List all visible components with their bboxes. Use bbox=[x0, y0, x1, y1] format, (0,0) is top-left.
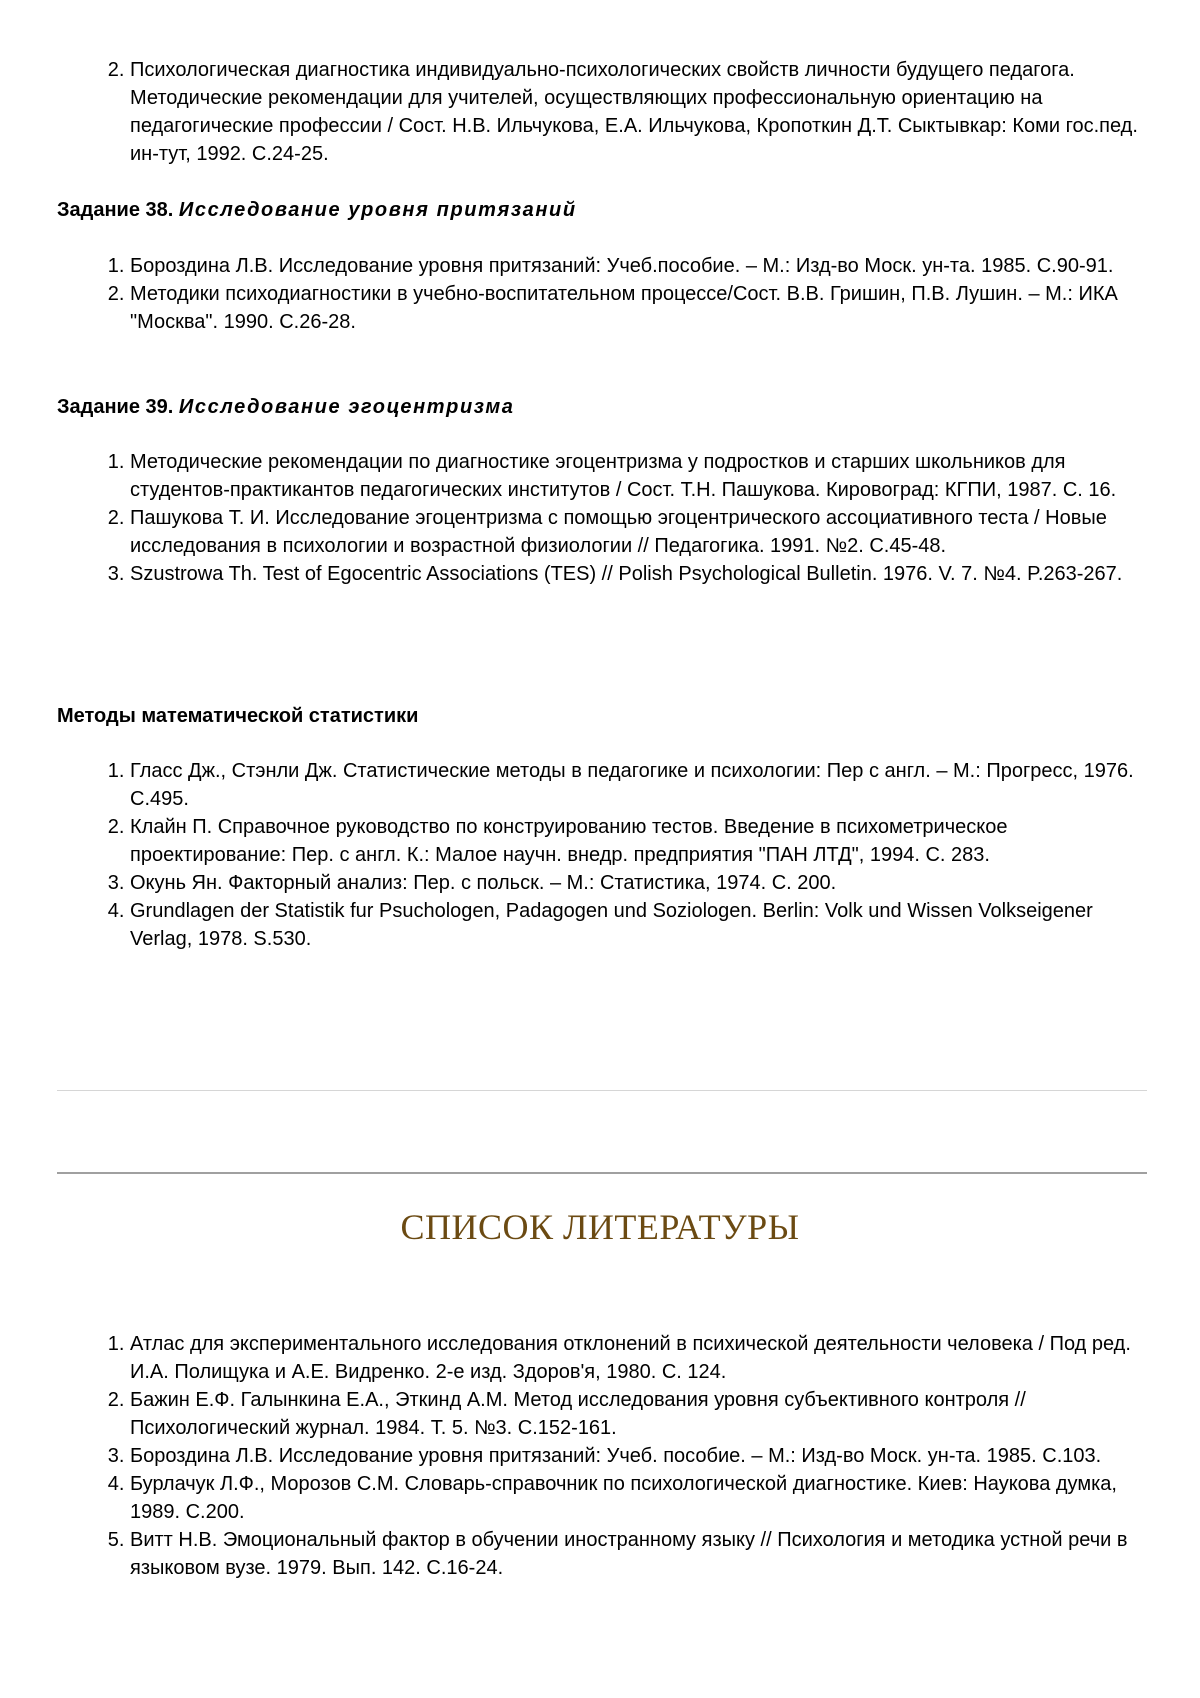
reference-item: 1. Методические рекомендации по диагностике эгоцентризма у подростков и старших школьников для студентов-практикантов педагогических институтов / Сост. Т.Н. Пашукова. Кировоград: КГПИ, 1987. С. 16. bbox=[130, 448, 1140, 504]
reference-item: 2. Клайн П. Справочное руководство по конструированию тестов. Введение в психометрическое проектирование: Пер. с англ. К.: Малое научн. внедр. предприятия "ПАН ЛТД", 1994. С. 283. bbox=[130, 813, 1140, 869]
reference-item: 3. Бороздина Л.В. Исследование уровня притязаний: Учеб. пособие. – М.: Изд-во Моск. ун-та. 1985. С.103. bbox=[130, 1442, 1140, 1470]
task-38-separator: . bbox=[167, 199, 179, 221]
task-39-title: Исследование эгоцентризма bbox=[178, 396, 515, 418]
task-38-block bbox=[0, 252, 1140, 336]
reference-item: 2. Пашукова Т. И. Исследование эгоцентризма с помощью эгоцентрического ассоциативного теста / Новые исследования в психологии и возрастной физиологии // Педагогика. 1991. №2. С.45-48. bbox=[130, 504, 1140, 560]
task-38-title: Исследование уровня притязаний bbox=[178, 199, 577, 221]
section-divider-dark bbox=[57, 1172, 1147, 1174]
math-statistics-title: Методы математической статистики bbox=[57, 705, 419, 727]
literature-reference-list bbox=[0, 1330, 1140, 1582]
reference-item: 4. Grundlagen der Statistik fur Psuchologen, Padagogen und Soziologen. Berlin: Volk und Wissen Volkseigener Verlag, 1978. S.530. bbox=[130, 897, 1140, 953]
task-39-heading bbox=[57, 393, 514, 421]
reference-list-continued bbox=[0, 56, 1140, 168]
reference-list-continued-block bbox=[0, 56, 1140, 168]
reference-item: 2. Методики психодиагностики в учебно-воспитательном процессе/Сост. В.В. Гришин, П.В. Лушин. – М.: ИКА "Москва". 1990. С.26-28. bbox=[130, 280, 1140, 336]
reference-item: 2. Бажин Е.Ф. Галынкина Е.А., Эткинд А.М. Метод исследования уровня субъективного контроля // Психологический журнал. 1984. Т. 5. №3. С.152-161. bbox=[130, 1386, 1140, 1442]
reference-item: 3. Окунь Ян. Факторный анализ: Пер. с польск. – М.: Статистика, 1974. С. 200. bbox=[130, 869, 1140, 897]
task-39-separator: . bbox=[167, 396, 179, 418]
section-divider-light bbox=[57, 1090, 1147, 1091]
reference-item: 3. Szustrowa Th. Test of Egocentric Associations (TES) // Polish Psychological Bulletin. 1976. V. 7. №4. P.263-267. bbox=[130, 560, 1140, 588]
reference-item: 4. Бурлачук Л.Ф., Морозов С.М. Словарь-справочник по психологической диагностике. Киев: Наукова думка, 1989. С.200. bbox=[130, 1470, 1140, 1526]
task-39-block bbox=[0, 448, 1140, 588]
literature-block bbox=[0, 1330, 1140, 1582]
math-statistics-block bbox=[0, 757, 1140, 953]
task-39-reference-list bbox=[0, 448, 1140, 588]
task-38-heading bbox=[57, 196, 577, 224]
reference-item: 2. Психологическая диагностика индивидуально-психологических свойств личности будущего педагога. Методические рекомендации для учителей, осуществляющих профессиональную ориентацию на педагогические профессии / Сост. Н.В. Ильчукова, Е.А. Ильчукова, Кропоткин Д.Т. Сыктывкар: Коми гос.пед. ин-тут, 1992. С.24-25. bbox=[130, 56, 1140, 168]
task-39-label: Задание 39 bbox=[57, 396, 168, 418]
reference-item: 1. Гласс Дж., Стэнли Дж. Статистические методы в педагогике и психологии: Пер с англ. – М.: Прогресс, 1976. С.495. bbox=[130, 757, 1140, 813]
reference-item: 1. Бороздина Л.В. Исследование уровня притязаний: Учеб.пособие. – М.: Изд-во Моск. ун-та. 1985. С.90-91. bbox=[130, 252, 1140, 280]
reference-item: 5. Витт Н.В. Эмоциональный фактор в обучении иностранному языку // Психология и методика устной речи в языковом вузе. 1979. Вып. 142. С.16-24. bbox=[130, 1526, 1140, 1582]
math-statistics-heading bbox=[57, 702, 418, 730]
math-statistics-reference-list bbox=[0, 757, 1140, 953]
reference-item: 1. Атлас для экспериментального исследования отклонений в психической деятельности человека / Под ред. И.А. Полищука и А.Е. Видренко. 2-е изд. Здоров'я, 1980. С. 124. bbox=[130, 1330, 1140, 1386]
task-38-reference-list bbox=[0, 252, 1140, 336]
task-38-label: Задание 38 bbox=[57, 199, 168, 221]
literature-title: СПИСОК ЛИТЕРАТУРЫ bbox=[400, 1207, 800, 1247]
